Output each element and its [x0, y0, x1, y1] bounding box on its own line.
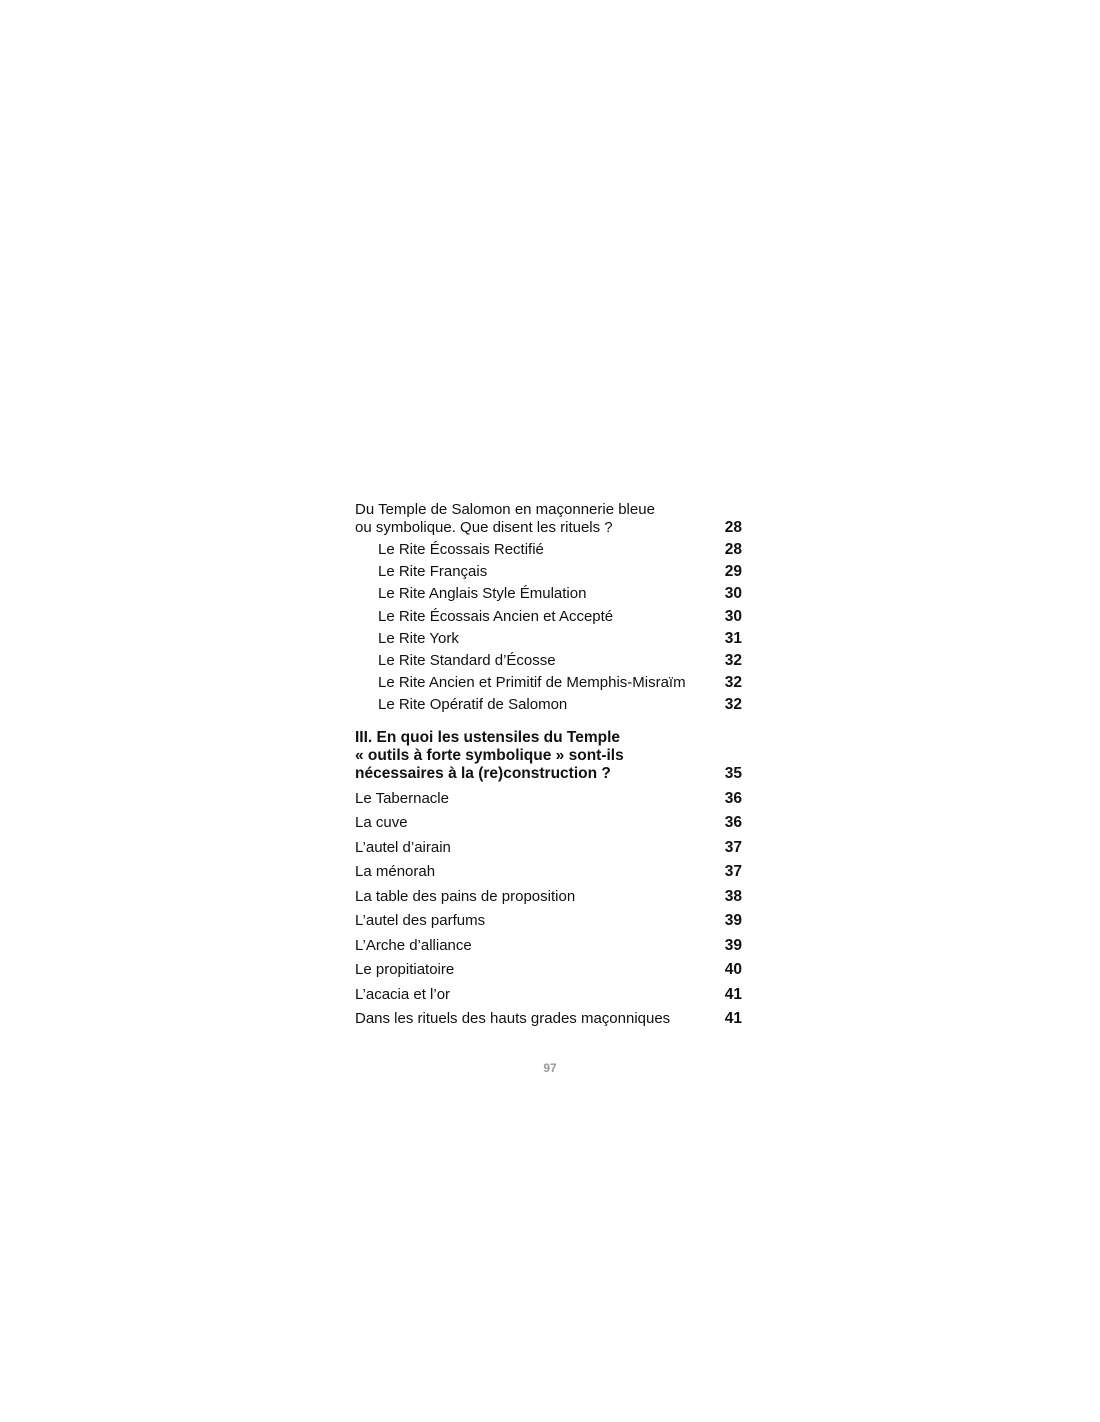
- toc-subentry[interactable]: [355, 561, 742, 583]
- toc-page-number: 28: [724, 541, 742, 559]
- toc-entry[interactable]: [355, 909, 742, 934]
- toc-page-number: 39: [724, 936, 742, 954]
- toc-entry-title: La ménorah: [355, 863, 436, 881]
- page-number-footer: 97: [543, 1061, 557, 1075]
- toc-entry-title: Le Rite Ancien et Primitif de Memphis-Misraïm: [378, 674, 686, 692]
- toc-subentry[interactable]: [355, 583, 742, 605]
- toc-section-title-line-2: « outils à forte symbolique » sont-ils: [355, 746, 624, 764]
- toc-entry[interactable]: [355, 885, 742, 910]
- toc-page-number: 36: [724, 789, 742, 807]
- toc-page-number: 41: [724, 1010, 742, 1028]
- toc-entry[interactable]: [355, 860, 742, 885]
- toc-section-title-line-1: III. En quoi les ustensiles du Temple: [355, 728, 620, 746]
- toc-page-number: 37: [724, 838, 742, 856]
- toc-entry-intro[interactable]: [355, 498, 742, 537]
- table-of-contents: [355, 498, 742, 1032]
- toc-entry[interactable]: [355, 836, 742, 861]
- toc-entry-title-line-2: ou symbolique. Que disent les rituels ?: [355, 519, 613, 536]
- toc-subentry[interactable]: [355, 628, 742, 650]
- toc-page-number: 35: [724, 764, 742, 782]
- toc-entry-title: Le Rite Écossais Ancien et Accepté: [378, 607, 614, 625]
- toc-page-number: 30: [724, 585, 742, 603]
- toc-entry[interactable]: [355, 958, 742, 983]
- toc-entry[interactable]: [355, 934, 742, 959]
- toc-entry-title: Le Rite Anglais Style Émulation: [378, 585, 587, 603]
- toc-section-title: [355, 729, 624, 783]
- toc-page-number: 31: [724, 629, 742, 647]
- toc-entry-title: Le Rite Standard d’Écosse: [378, 652, 556, 670]
- toc-entry-title: L’autel des parfums: [355, 912, 486, 930]
- toc-page-number: 32: [724, 652, 742, 670]
- toc-page-number: 40: [724, 961, 742, 979]
- toc-entry-title: Dans les rituels des hauts grades maçonniques: [355, 1010, 671, 1028]
- toc-subentry[interactable]: [355, 539, 742, 561]
- toc-entry-title: Le Rite Français: [378, 563, 488, 581]
- toc-entry-title: Le Rite York: [378, 629, 459, 647]
- toc-entry-title: L’acacia et l’or: [355, 985, 451, 1003]
- toc-section-heading[interactable]: [355, 729, 742, 783]
- toc-page-number: 29: [724, 563, 742, 581]
- toc-entry-title: L’Arche d’alliance: [355, 936, 472, 954]
- toc-page-number: 30: [724, 607, 742, 625]
- toc-subentry[interactable]: [355, 650, 742, 672]
- toc-subentry[interactable]: [355, 694, 742, 716]
- toc-page-number: 32: [724, 674, 742, 692]
- toc-page-number: 39: [724, 912, 742, 930]
- toc-entry-title: La cuve: [355, 814, 408, 832]
- toc-entry-title: Le propitiatoire: [355, 961, 455, 979]
- toc-entry-title: Le Tabernacle: [355, 789, 449, 807]
- toc-page-number: 28: [724, 519, 742, 536]
- toc-entry[interactable]: [355, 1007, 742, 1032]
- toc-entry[interactable]: [355, 811, 742, 836]
- toc-subentry[interactable]: [355, 672, 742, 694]
- toc-page-number: 41: [724, 985, 742, 1003]
- toc-entry-title-line-1: Du Temple de Salomon en maçonnerie bleue: [355, 501, 655, 518]
- toc-entry-title: La table des pains de proposition: [355, 887, 576, 905]
- toc-entry-title: [355, 501, 655, 537]
- toc-page-number: 32: [724, 696, 742, 714]
- toc-entry[interactable]: [355, 983, 742, 1008]
- toc-subentry[interactable]: [355, 606, 742, 628]
- toc-entry[interactable]: [355, 787, 742, 812]
- toc-page-number: 36: [724, 814, 742, 832]
- toc-section-title-line-3: nécessaires à la (re)construction ?: [355, 764, 611, 782]
- toc-page-number: 37: [724, 863, 742, 881]
- toc-page-number: 38: [724, 887, 742, 905]
- toc-entry-title: Le Rite Écossais Rectifié: [378, 541, 544, 559]
- toc-entry-title: L’autel d’airain: [355, 838, 451, 856]
- toc-entry-title: Le Rite Opératif de Salomon: [378, 696, 568, 714]
